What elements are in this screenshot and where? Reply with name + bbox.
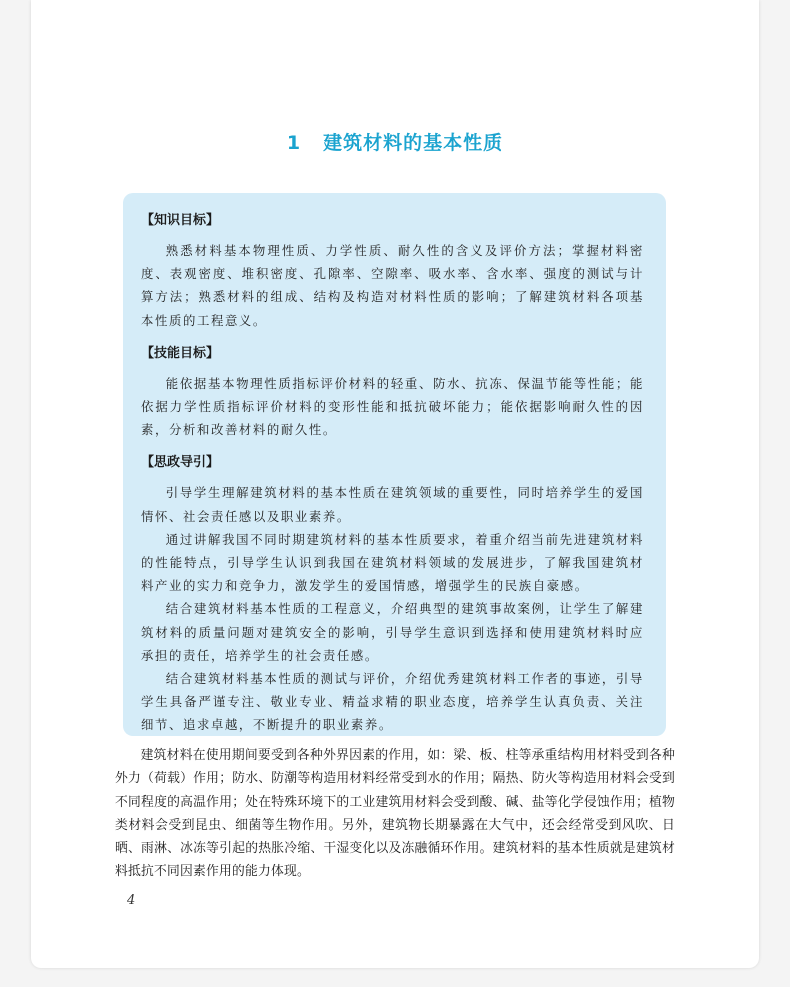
knowledge-goals-heading: 【知识目标】 xyxy=(141,213,220,228)
ideology-guide-paragraph: 引导学生理解建筑材料的基本性质在建筑领域的重要性，同时培养学生的爱国情怀、社会责任感以及职业素养。 xyxy=(141,485,644,524)
skill-goals-heading: 【技能目标】 xyxy=(141,345,220,361)
chapter-title-text: 建筑材料的基本性质 xyxy=(323,132,504,154)
page-number: 4 xyxy=(127,893,136,908)
knowledge-goals-section xyxy=(141,209,644,332)
chapter-number: 1 xyxy=(286,132,302,154)
skill-goals-section xyxy=(141,342,644,442)
ideology-guide-paragraph: 结合建筑材料基本性质的工程意义，介绍典型的建筑事故案例，让学生了解建筑材料的质量问题对建筑安全的影响，引导学生意识到选择和使用建筑材料时应承担的责任，培养学生的社会责任感。 xyxy=(141,601,644,663)
ideology-guide-paragraph: 通过讲解我国不同时期建筑材料的基本性质要求，着重介绍当前先进建筑材料的性能特点，引导学生认识到我国在建筑材料领域的发展进步，了解我国建筑材料产业的实力和竞争力，激发学生的爱国情感，增强学生的民族自豪感。 xyxy=(141,531,644,594)
body-paragraph: 建筑材料在使用期间要受到各种外界因素的作用，如：梁、板、柱等承重结构用材料受到各种外力（荷载）作用；防水、防潮等构造用材料经常受到水的作用；隔热、防火等构造用材料会受到不同程度的高温作用；处在特殊环境下的工业建筑用材料会受到酸、碱、盐等化学侵蚀作用；植物类材料会受到昆虫、细菌等生物作用。另外，建筑物长期暴露在大气中，还会经常受到风吹、日晒、雨淋、冰冻等引起的热胀冷缩、干湿变化以及冻融循环作用。建筑材料的基本性质就是建筑材料抵抗不同因素作用的能力体现。 xyxy=(115,748,675,880)
learning-goals-box xyxy=(123,193,666,736)
ideology-guide-section xyxy=(141,451,644,736)
ideology-guide-paragraph: 结合建筑材料基本性质的测试与评价，介绍优秀建筑材料工作者的事迹，引导学生具备严谨专注、敬业专业、精益求精的职业态度，培养学生认真负责、关注细节、追求卓越，不断提升的职业素养。 xyxy=(141,671,644,733)
ideology-guide-heading: 【思政导引】 xyxy=(141,455,220,471)
knowledge-goals-paragraph: 熟悉材料基本物理性质、力学性质、耐久性的含义及评价方法；掌握材料密度、表观密度、堆积密度、孔隙率、空隙率、吸水率、含水率、强度的测试与计算方法；熟悉材料的组成、结构及构造对材料性质的影响；了解建筑材料各项基本性质的工程意义。 xyxy=(141,243,644,328)
chapter-title xyxy=(0,128,790,155)
skill-goals-paragraph: 能依据基本物理性质指标评价材料的轻重、防水、抗冻、保温节能等性能；能依据力学性质指标评价材料的变形性能和抵抗破坏能力；能依据影响耐久性的因素，分析和改善材料的耐久性。 xyxy=(141,375,644,438)
